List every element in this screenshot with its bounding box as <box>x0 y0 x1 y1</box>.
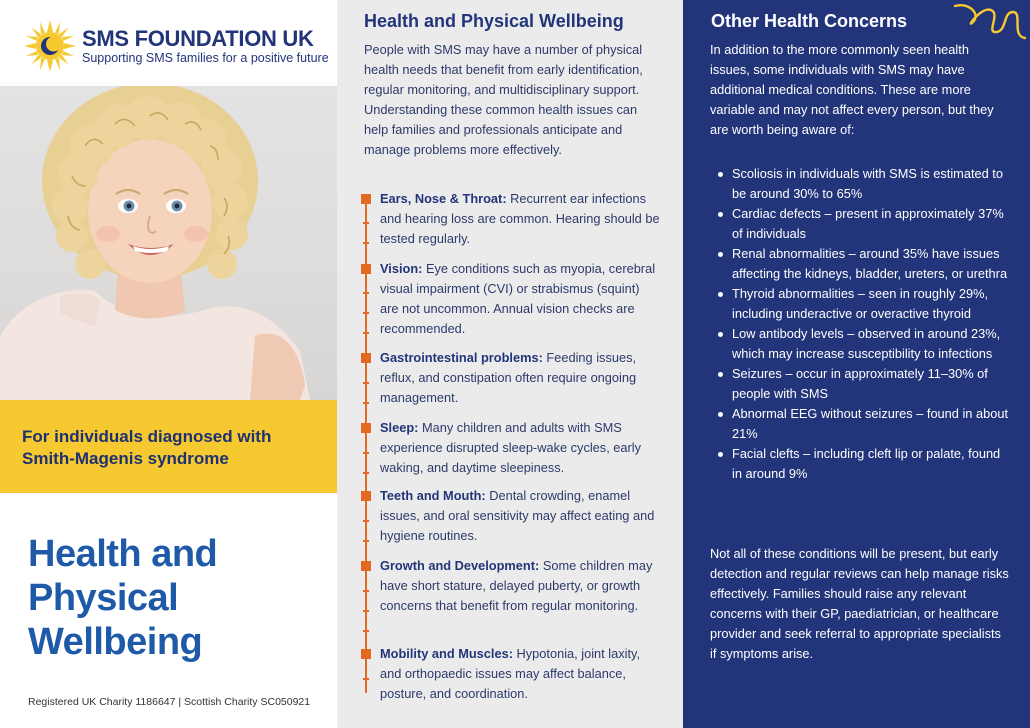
health-concerns-list <box>710 164 1010 484</box>
timeline-dot <box>361 491 371 501</box>
timeline-tick <box>363 472 369 474</box>
timeline-item-heading: Vision: <box>380 261 423 276</box>
section-intro: People with SMS may have a number of physical health needs that benefit from early identification, regular monitoring, and multidisciplinary support. Understanding these common health issues can help families and professionals anticipate and manage problems more effectively. <box>364 42 643 157</box>
section-intro: In addition to the more commonly seen health issues, some individuals with SMS may have additional medical conditions. These are more variable and may not affect every person, but they are worth being aware of: <box>710 42 994 137</box>
charity-registration: Registered UK Charity 1186647 | Scottish Charity SC050921 <box>28 696 311 708</box>
child-photo-illustration <box>0 86 337 400</box>
logo-tagline: Supporting SMS families for a positive future <box>82 50 329 65</box>
list-item: Thyroid abnormalities – seen in roughly 29%, including underactive or overactive thyroid <box>710 284 1010 324</box>
timeline-item-text: Some children may have short stature, delayed puberty, or growth concerns that benefit from regular monitoring. <box>380 558 653 613</box>
list-item: Cardiac defects – present in approximately 37% of individuals <box>710 204 1010 244</box>
diagnosis-banner <box>0 400 337 493</box>
timeline-tick <box>363 222 369 224</box>
page-title-line: Wellbeing <box>28 621 203 663</box>
diagnosis-banner-text: For individuals diagnosed with Smith-Magenis syndrome <box>22 427 272 468</box>
timeline-tick <box>363 242 369 244</box>
page-title <box>28 532 328 664</box>
page-title-line: Health and <box>28 533 218 575</box>
timeline-tick <box>363 402 369 404</box>
timeline-item-heading: Mobility and Muscles: <box>380 646 513 661</box>
timeline-tick <box>363 332 369 334</box>
list-item: Low antibody levels – observed in around 23%, which may increase susceptibility to infections <box>710 324 1010 364</box>
sun-moon-logo-icon <box>22 18 78 74</box>
timeline-item-heading: Growth and Development: <box>380 558 540 573</box>
timeline-item <box>380 348 660 408</box>
timeline-tick <box>363 678 369 680</box>
timeline-item <box>380 556 660 616</box>
page-title-line: Physical <box>28 577 179 619</box>
list-item: Renal abnormalities – around 35% have issues affecting the kidneys, bladder, ureters, or urethra <box>710 244 1010 284</box>
middle-column <box>337 0 683 728</box>
timeline-item-text: Hypotonia, joint laxity, and orthopaedic issues may affect balance, posture, and coordination. <box>380 646 641 701</box>
logo-title: SMS FOUNDATION UK <box>82 25 314 51</box>
timeline-dot <box>361 194 371 204</box>
timeline-tick <box>363 520 369 522</box>
section-outro: Not all of these conditions will be present, but early detection and regular reviews can help manage risks effectively. Families should raise any relevant concerns with their GP, paediatrician, or healthcare provider and seek referral to appropriate specialists if symptoms arise. <box>710 546 1009 661</box>
timeline-dot <box>361 264 371 274</box>
timeline-tick <box>363 292 369 294</box>
timeline-item-text: Many children and adults with SMS experience disrupted sleep-wake cycles, early waking, and daytime sleepiness. <box>380 420 642 475</box>
timeline-dot <box>361 353 371 363</box>
timeline-tick <box>363 540 369 542</box>
timeline-item-heading: Ears, Nose & Throat: <box>380 191 507 206</box>
right-column <box>683 0 1030 728</box>
timeline-item <box>380 486 660 546</box>
section-title: Health and Physical Wellbeing <box>364 11 624 31</box>
timeline-dot <box>361 423 371 433</box>
timeline-item-text: Dental crowding, enamel issues, and oral sensitivity may affect eating and hygiene routines. <box>380 488 655 543</box>
timeline-item-text: Eye conditions such as myopia, cerebral visual impairment (CVI) or strabismus (squint) are not uncommon. Annual vision checks are recommended. <box>380 261 656 336</box>
list-item: Scoliosis in individuals with SMS is estimated to be around 30% to 65% <box>710 164 1010 204</box>
list-item: Seizures – occur in approximately 11–30% of people with SMS <box>710 364 1010 404</box>
timeline-item-heading: Sleep: <box>380 420 419 435</box>
timeline-item <box>380 189 660 249</box>
timeline-tick <box>363 590 369 592</box>
timeline-item <box>380 644 660 704</box>
list-item: Facial clefts – including cleft lip or palate, found in around 9% <box>710 444 1010 484</box>
timeline-item <box>380 418 660 478</box>
timeline-tick <box>363 382 369 384</box>
child-photo <box>0 86 337 400</box>
timeline-item-text: Recurrent ear infections and hearing loss are common. Hearing should be tested regularly. <box>380 191 660 246</box>
timeline-item-heading: Teeth and Mouth: <box>380 488 486 503</box>
timeline-tick <box>363 610 369 612</box>
timeline-dot <box>361 561 371 571</box>
timeline-tick <box>363 630 369 632</box>
timeline-tick <box>363 312 369 314</box>
section-title: Other Health Concerns <box>711 11 908 31</box>
timeline-tick <box>363 452 369 454</box>
timeline-item-heading: Gastrointestinal problems: <box>380 350 543 365</box>
timeline-dot <box>361 649 371 659</box>
timeline-item-text: Feeding issues, reflux, and constipation often require ongoing management. <box>380 350 637 405</box>
timeline-item <box>380 259 660 339</box>
sms-foundation-logo[interactable] <box>22 18 329 74</box>
left-column <box>0 0 337 728</box>
list-item: Abnormal EEG without seizures – found in about 21% <box>710 404 1010 444</box>
